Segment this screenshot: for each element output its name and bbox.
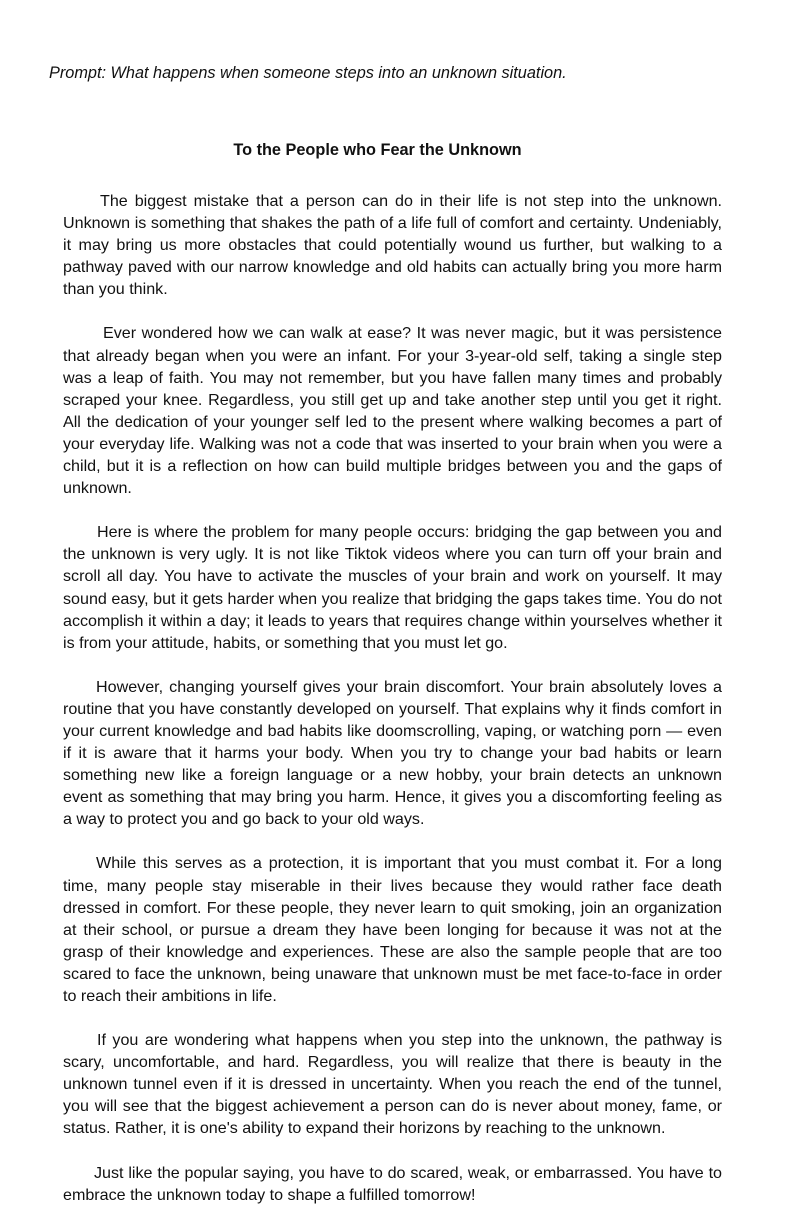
essay-title: To the People who Fear the Unknown [233, 141, 522, 159]
paragraph-5: While this serves as a protection, it is important that you must combat it. For a long time, many people stay miserable in their lives because they would rather face death dressed in comfort. For these people, they never learn to quit smoking, join an organization at their school, or pursue a dream they have been longing for because it was not at the grasp of their knowledge and experiences. These are also the sample people that are too scared to face the unknown, being unaware that unknown must be met face-to-face in order to reach their ambitions in life. [63, 854, 722, 1005]
paragraph-4: However, changing yourself gives your brain discomfort. Your brain absolutely loves a routine that you have constantly developed on yourself. That explains why it finds comfort in your current knowledge and bad habits like doomscrolling, vaping, or watching porn — even if it is aware that it harms your body. When you try to change your bad habits or learn something new like a foreign language or a new hobby, your brain detects an unknown event as something that may bring you harm. Hence, it gives you a discomforting feeling as a way to protect you and go back to your old ways. [63, 677, 722, 829]
essay-prompt: Prompt: What happens when someone steps into an unknown situation. [49, 64, 567, 82]
paragraph-7: Just like the popular saying, you have to do scared, weak, or embarrassed. You have to embrace the unknown today to shape a fulfilled tomorrow! [63, 1163, 722, 1204]
paragraph-3: Here is where the problem for many people occurs: bridging the gap between you and the unknown is very ugly. It is not like Tiktok videos where you can turn off your brain and scroll all day. You have to activate the muscles of your brain and work on yourself. It may sound easy, but it gets harder when you realize that bridging the gaps takes time. You do not accomplish it within a day; it leads to years that requires change within yourselves whether it is from your attitude, habits, or something that you must let go. [63, 523, 722, 652]
paragraph-6: If you are wondering what happens when you step into the unknown, the pathway is scary, uncomfortable, and hard. Regardless, you will realize that there is beauty in the unknown tunnel even if it is dressed in uncertainty. When you reach the end of the tunnel, you will see that the biggest achievement a person can do is never about money, fame, or status. Rather, it is one's ability to expand their horizons by reaching to the unknown. [63, 1031, 722, 1138]
essay-body [63, 190, 722, 1228]
paragraph-1: The biggest mistake that a person can do in their life is not step into the unknown. Unknown is something that shakes the path of a life full of comfort and certainty. Undeniably, it may bring us more obstacles that could potentially wound us further, but walking to a pathway paved with our narrow knowledge and old habits can actually bring you more harm than you think. [63, 192, 722, 299]
paragraph-2: Ever wondered how we can walk at ease? It was never magic, but it was persistence that already began when you were an infant. For your 3-year-old self, taking a single step was a leap of faith. You may not remember, but you have fallen many times and probably scraped your knee. Regardless, you still get up and take another step until you get it right. All the dedication of your younger self led to the present where walking becomes a part of your everyday life. Walking was not a code that was inserted to your brain when you were a child, but it is a reflection on how can build multiple bridges between you and the gaps of unknown. [63, 324, 722, 498]
